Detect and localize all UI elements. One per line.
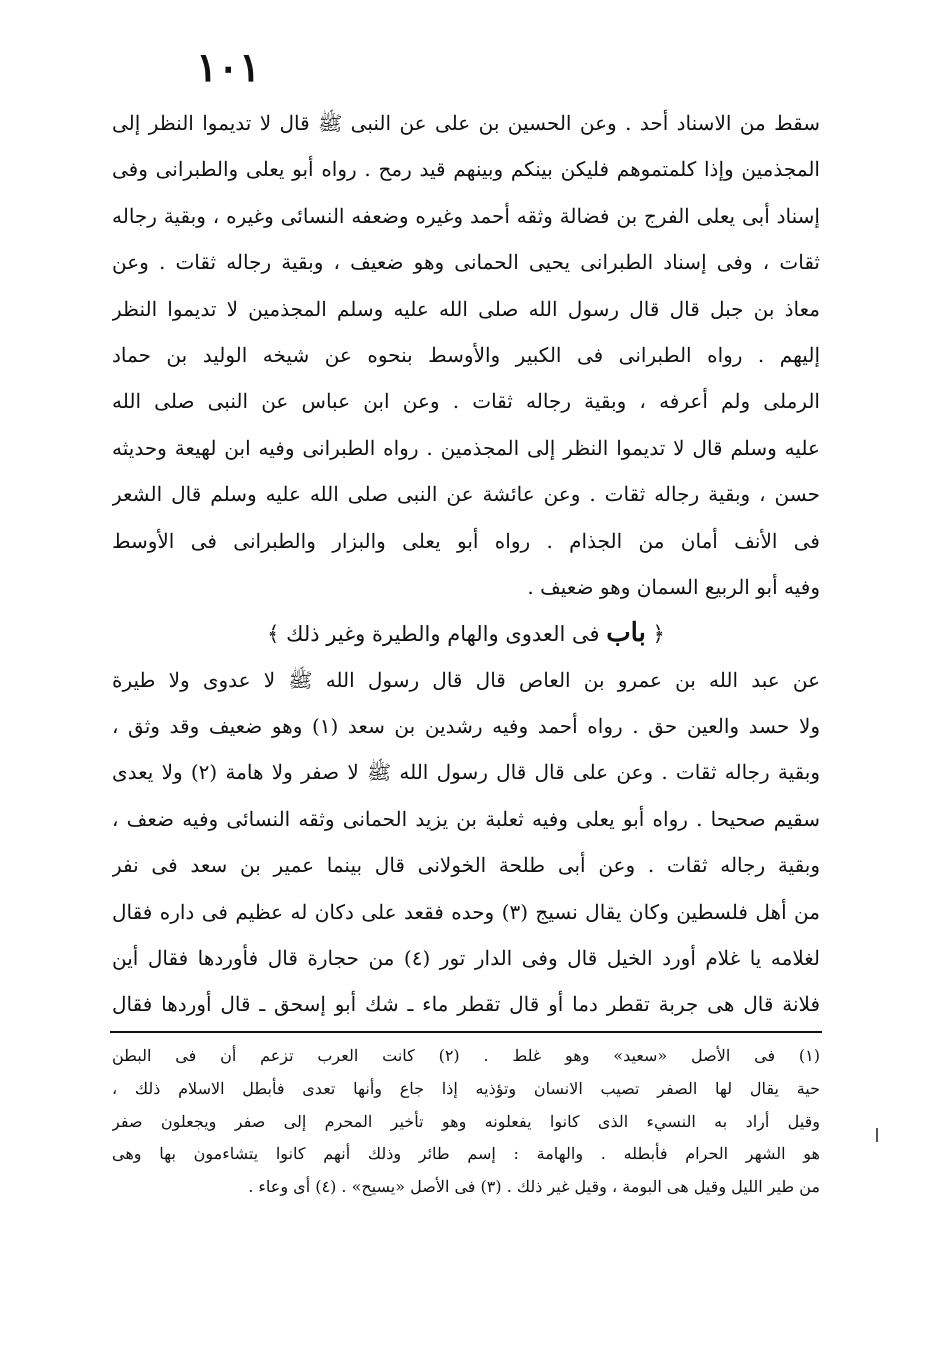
margin-mark: [876, 1128, 878, 1142]
footnote-line: هو الشهر الحرام فأبطله . والهامة : إسم طائر وذلك أنهم كانوا يتشاءمون بها وهى: [112, 1144, 820, 1164]
text-line: المجذمين وإذا كلمتموهم فليكن بينكم وبينهم قيد رمح . رواه أبو يعلى والطبرانى وفى: [112, 157, 820, 182]
text-line: معاذ بن جبل قال قال رسول الله صلى الله عليه وسلم المجذمين لا تديموا النظر: [112, 296, 820, 321]
text-line: وبقية رجاله ثقات . وعن على قال قال رسول الله ﷺ لا صفر ولا هامة (٢) ولا يعدى: [112, 760, 820, 785]
footnote-line: من طير الليل وقيل هى البومة ، وقيل غير ذلك . (٣) فى الأصل «يسيح» . (٤) أى وعاء .: [248, 1177, 820, 1197]
text-line: حسن ، وبقية رجاله ثقات . وعن عائشة عن النبى صلى الله عليه وسلم قال الشعر: [112, 482, 820, 507]
text-line: وفيه أبو الربيع السمان وهو ضعيف .: [527, 574, 820, 599]
text-line: فى الأنف أمان من الجذام . رواه أبو يعلى والبزار والطبرانى فى الأوسط: [112, 528, 820, 553]
text-line: عليه وسلم قال لا تديموا النظر إلى المجذمين . رواه الطبرانى وفيه ابن لهيعة وحديثه: [112, 435, 820, 460]
text-line: لغلامه يا غلام أورد الخيل قال وفى الدار تور (٤) من حجارة قال فأوردها فقال أين: [112, 946, 820, 971]
text-line: إليهم . رواه الطبرانى فى الكبير والأوسط بنحوه عن شيخه الوليد بن حماد: [112, 342, 820, 367]
footnotes: [112, 1040, 820, 1204]
footnote-line: (١) فى الأصل «سعيد» وهو غلط . (٢) كانت العرب تزعم أن فى البطن: [112, 1046, 820, 1065]
text-line: الرملى ولم أعرفه ، وبقية رجاله ثقات . وعن ابن عباس عن النبى صلى الله: [112, 389, 820, 414]
page-number: ١٠١: [196, 44, 261, 91]
heading-close-bracket: ﴾: [267, 622, 280, 647]
text-line: ثقات ، وفى إسناد الطبرانى يحيى الحمانى وهو ضعيف ، وبقية رجاله ثقات . وعن: [112, 250, 820, 275]
text-line: سقط من الاسناد أحد . وعن الحسين بن على عن النبى ﷺ قال لا تديموا النظر إلى: [112, 111, 820, 135]
text-line: من أهل فلسطين وكان يقال نسيج (٣) وحده فقعد على دكان له عظيم فى داره فقال: [112, 899, 820, 924]
text-line: عن عبد الله بن عمرو بن العاص قال قال رسول الله ﷺ لا عدوى ولا طيرة: [112, 667, 820, 692]
footnote-line: حية يقال لها الصفر تصيب الانسان وتؤذيه إذا جاع وأنها تعدى فأبطل الاسلام ذلك ،: [112, 1078, 820, 1098]
text-line: فلانة قال هى جربة تقطر دما أو قال تقطر ماء ـ شك أبو إسحق ـ قال أوردها فقال: [112, 992, 820, 1017]
text-line: سقيم صحيحا . رواه أبو يعلى وفيه ثعلبة بن يزيد الحمانى وثقه النسائى وفيه ضعف ،: [112, 806, 820, 831]
main-text: [112, 100, 820, 1028]
heading-open-bracket: ﴿: [652, 622, 665, 647]
text-line: إسناد أبى يعلى الفرج بن فضالة وثقه أحمد وغيره وضعفه النسائى وغيره ، وبقية رجاله: [112, 203, 820, 228]
text-line: وبقية رجاله ثقات . وعن أبى طلحة الخولانى قال بينما عمير بن سعد فى نفر: [112, 853, 820, 878]
text-line: ولا حسد والعين حق . رواه أحمد وفيه رشدين بن سعد (١) وهو ضعيف وقد وثق ،: [112, 714, 820, 739]
footnote-divider: [110, 1031, 822, 1033]
heading-title: فى العدوى والهام والطيرة وغير ذلك: [286, 622, 600, 647]
footnote-line: وقيل أراد به النسيء الذى كانوا يفعلونه وهو تأخير المحرم إلى صفر ويجعلون صفر: [112, 1111, 820, 1131]
chapter-heading: [112, 610, 820, 656]
heading-bab-word: باب: [606, 618, 646, 649]
